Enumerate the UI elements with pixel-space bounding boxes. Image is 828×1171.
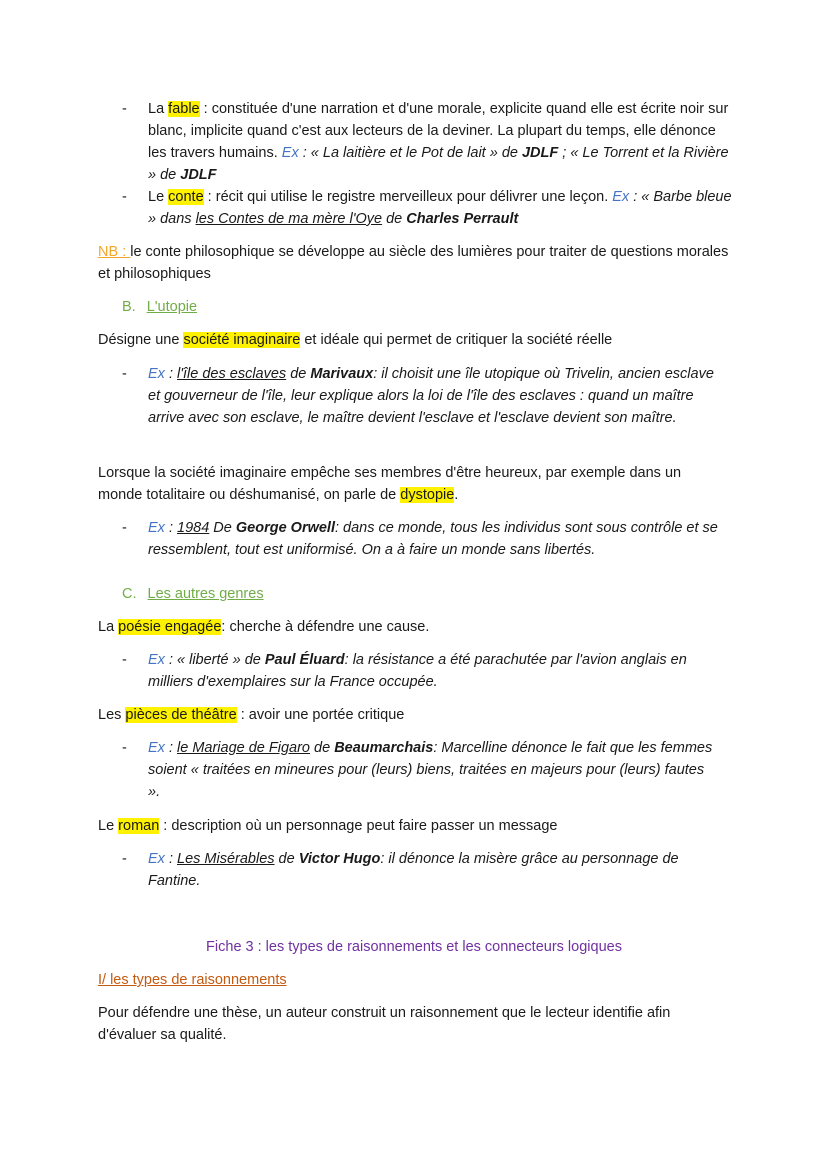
poesie-paragraph	[98, 616, 738, 638]
conte-item	[148, 186, 738, 230]
conte-ex-label: Ex	[612, 189, 630, 205]
fable-ex-text-2: ; « Le Torrent et la Rivière » de	[148, 145, 729, 183]
utopie-paragraph	[98, 329, 738, 351]
poesie-ex-text-2: : la résistance a été parachutée par l'avion anglais en milliers d'exemplaires sur la France occupée.	[148, 652, 687, 690]
section-b-heading	[122, 296, 197, 318]
dystopie-text-2: .	[454, 487, 459, 503]
utopie-ex-de: de	[286, 366, 311, 382]
dystopie-ex-label: Ex	[148, 520, 165, 536]
fable-label: La	[148, 101, 169, 117]
conte-ex-author: Charles Perrault	[406, 211, 519, 227]
conte-ex-work: les Contes de ma mère l'Oye	[195, 211, 383, 227]
dystopie-ex-work: 1984	[177, 520, 210, 536]
conte-text: : récit qui utilise le registre merveilleux pour délivrer une leçon.	[203, 189, 613, 205]
roman-text-2: : description où un personnage peut faire passer un message	[159, 818, 558, 834]
bullet-dash: -	[122, 366, 127, 382]
utopie-ex-author: Marivaux	[310, 366, 374, 382]
conte-label: Le	[148, 189, 169, 205]
dystopie-ex-de: De	[209, 520, 236, 536]
theatre-example	[148, 737, 718, 803]
conte-ex-text-2: de	[382, 211, 407, 227]
theatre-ex-de: de	[310, 740, 335, 756]
fable-text: : constituée d'une narration et d'une morale, explicite quand elle est écrite noir sur blanc, implicite quand c'est aux lecteurs de la deviner. La plupart du temps, elle dénonce les travers humains.	[148, 101, 729, 161]
theatre-text-2: : avoir une portée critique	[236, 707, 405, 723]
fable-ex-author-2: JDLF	[180, 167, 217, 183]
poesie-example	[148, 649, 728, 693]
roman-paragraph	[98, 815, 738, 837]
roman-text: Le	[98, 818, 119, 834]
bullet-dash: -	[122, 851, 127, 867]
poesie-text-2: : cherche à défendre une cause.	[221, 619, 430, 635]
utopie-ex-work: l'île des esclaves	[177, 366, 287, 382]
poesie-ex-text: : « liberté » de	[164, 652, 265, 668]
bullet-dash: -	[122, 740, 127, 756]
utopie-ex-label: Ex	[148, 366, 165, 382]
dystopie-ex-text: : dans ce monde, tous les individus sont sous contrôle et se ressemblent, tout est uniformisé. On a à faire un monde sans libertés.	[148, 520, 718, 558]
conte-term: conte	[168, 189, 204, 205]
conte-ex-text: : « Barbe bleue » dans	[148, 189, 732, 227]
theatre-ex-text: : Marcelline dénonce le fait que les femmes soient « traitées en mineures pour (leurs) biens, traitées en majeurs pour (leurs) fautes ».	[148, 740, 713, 800]
utopie-ex-sep: :	[164, 366, 178, 382]
fable-item	[148, 98, 738, 186]
nb-text: le conte philosophique se développe au siècle des lumières pour traiter de questions morales et philosophiques	[98, 244, 729, 282]
nb-paragraph	[98, 241, 738, 285]
intro-paragraph: Pour défendre une thèse, un auteur construit un raisonnement que le lecteur identifie afin d'évaluer sa qualité.	[98, 1005, 671, 1043]
bullet-dash: -	[122, 189, 127, 205]
theatre-ex-label: Ex	[148, 740, 165, 756]
section-c-letter: C.	[122, 586, 137, 602]
theatre-term: pièces de théâtre	[125, 707, 237, 723]
bullet-dash: -	[122, 520, 127, 536]
theatre-paragraph	[98, 704, 738, 726]
dystopie-text: Lorsque la société imaginaire empêche ses membres d'être heureux, par exemple dans un monde totalitaire ou déshumanisé, on parle de	[98, 465, 682, 503]
utopie-ex-text: : il choisit une île utopique où Trivelin, ancien esclave et gouverneur de l'île, leur explique alors la loi de l'île des esclaves : quand un maître arrive avec son esclave, le maître devient l'esclave et l'esclave devient son maître.	[148, 366, 714, 426]
roman-example	[148, 848, 708, 892]
theatre-ex-sep: :	[164, 740, 178, 756]
section-b-title: L'utopie	[146, 299, 198, 315]
section-c-title: Les autres genres	[147, 586, 264, 602]
roman-term: roman	[118, 818, 160, 834]
fable-ex-label: Ex	[281, 145, 299, 161]
utopie-term: société imaginaire	[183, 332, 301, 348]
section-c-heading	[122, 583, 264, 605]
roman-ex-author: Victor Hugo	[298, 851, 381, 867]
dystopie-ex-author: George Orwell	[235, 520, 335, 536]
dystopie-ex-sep: :	[164, 520, 178, 536]
dystopie-term: dystopie	[400, 487, 455, 503]
roman-ex-text: : il dénonce la misère grâce au personnage de Fantine.	[148, 851, 679, 889]
bullet-dash: -	[122, 101, 127, 117]
theatre-text: Les	[98, 707, 126, 723]
section-1-title: I/ les types de raisonnements	[98, 972, 287, 988]
poesie-ex-label: Ex	[148, 652, 165, 668]
roman-ex-work: Les Misérables	[177, 851, 275, 867]
fiche-title: Fiche 3 : les types de raisonnements et les connecteurs logiques	[206, 939, 622, 955]
theatre-ex-author: Beaumarchais	[334, 740, 434, 756]
utopie-example	[148, 363, 728, 429]
nb-label: NB :	[98, 244, 131, 260]
poesie-term: poésie engagée	[118, 619, 222, 635]
theatre-ex-work: le Mariage de Figaro	[177, 740, 311, 756]
roman-ex-label: Ex	[148, 851, 165, 867]
dystopie-example	[148, 517, 728, 561]
fable-ex-text: : « La laitière et le Pot de lait » de	[298, 145, 522, 161]
roman-ex-de: de	[274, 851, 299, 867]
poesie-text: La	[98, 619, 119, 635]
poesie-ex-author: Paul Éluard	[264, 652, 345, 668]
section-b-letter: B.	[122, 299, 136, 315]
bullet-dash: -	[122, 652, 127, 668]
dystopie-paragraph	[98, 462, 728, 506]
fable-term: fable	[168, 101, 200, 117]
utopie-text-2: et idéale qui permet de critiquer la société réelle	[300, 332, 613, 348]
utopie-text: Désigne une	[98, 332, 184, 348]
fable-ex-author: JDLF	[521, 145, 559, 161]
roman-ex-sep: :	[164, 851, 178, 867]
